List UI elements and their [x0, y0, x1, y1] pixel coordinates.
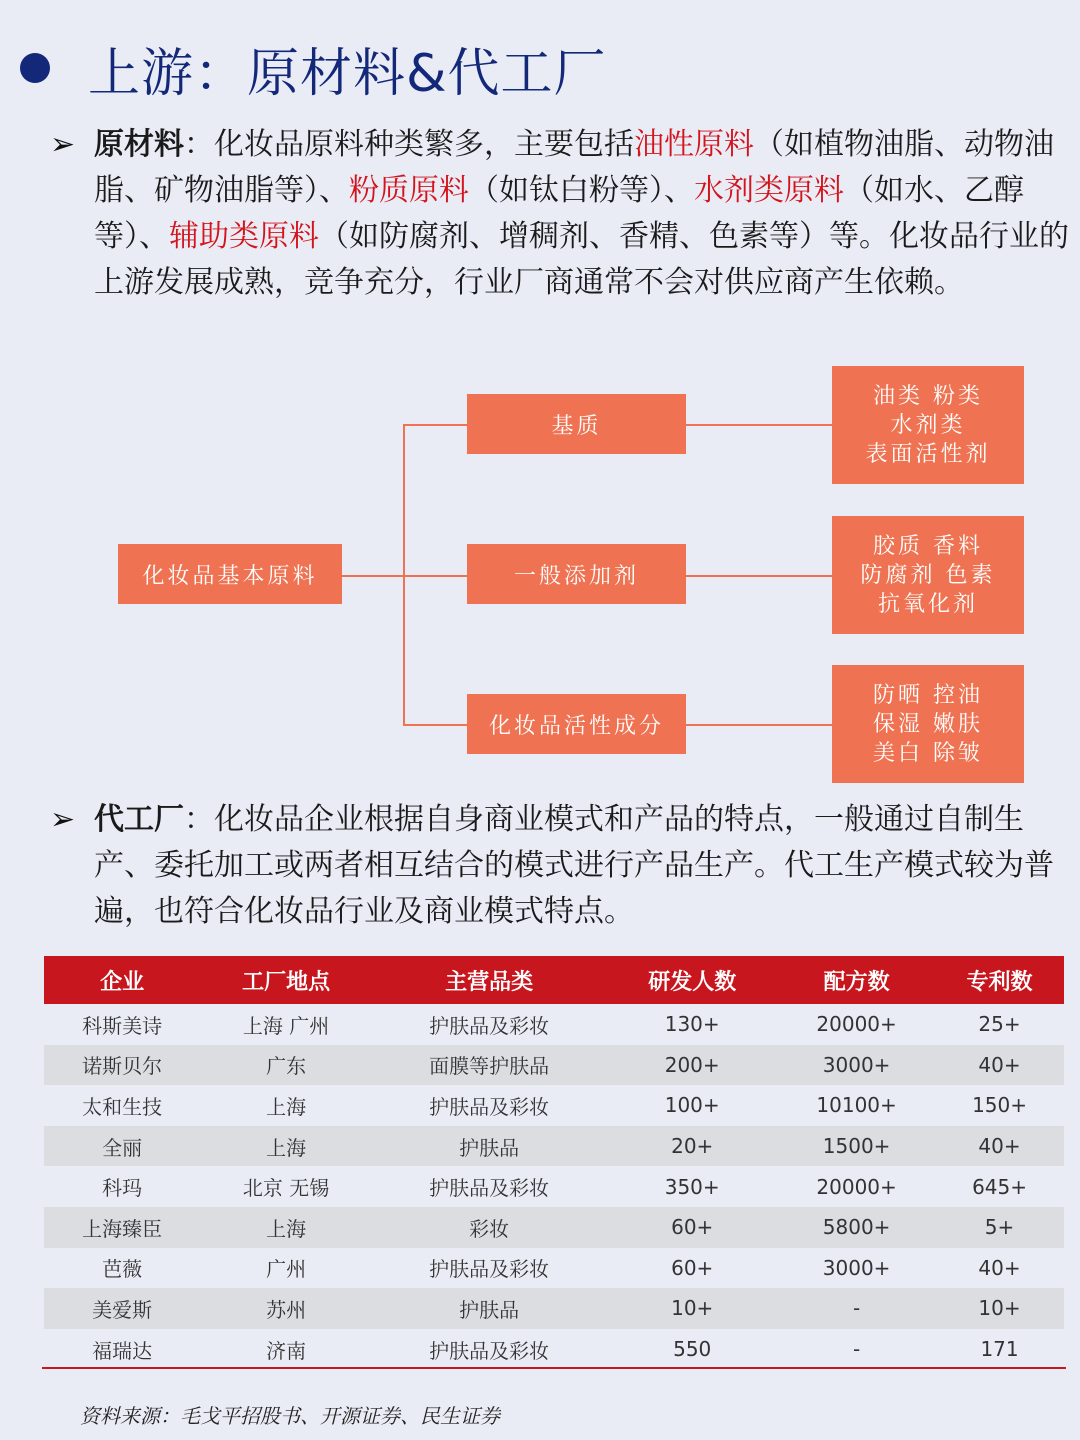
text-segment: （如钛白粉等）、	[469, 173, 694, 208]
source-note: 资料来源：毛戈平招股书、开源证券、民生证券	[80, 1404, 500, 1428]
table-cell: 护肤品	[372, 1288, 606, 1329]
table-cell: 科玛	[102, 1176, 143, 1201]
col-header: 主营品类	[372, 956, 606, 1004]
table-cell: -	[778, 1288, 935, 1329]
table-cell: 100+	[664, 1093, 720, 1118]
col-header: 专利数	[935, 956, 1064, 1004]
colon: ：	[184, 802, 214, 837]
table-cell: 60+	[606, 1207, 778, 1248]
oem-table	[44, 956, 1064, 1369]
leaf-line: 表面活性剂	[865, 441, 991, 467]
table-cell: 苏州	[200, 1288, 372, 1329]
leaf-base	[832, 366, 1024, 484]
arrow-bullet-icon: ➢	[50, 127, 76, 162]
table-cell: 5+	[935, 1207, 1064, 1248]
text-segment: （如水、乙醇等）、	[94, 173, 1024, 254]
table-row	[44, 1329, 1064, 1370]
raw-materials-paragraph	[50, 122, 1070, 306]
leaf-line: 水剂类	[890, 412, 966, 438]
table-cell: 广东	[200, 1045, 372, 1086]
table-cell: 全丽	[44, 1126, 200, 1167]
highlight-auxiliary: 辅助类原料	[169, 219, 319, 254]
table-cell: 彩妆	[372, 1207, 606, 1248]
raw-material-diagram	[0, 360, 1080, 790]
page-title: 上游：原材料&代工厂	[88, 43, 607, 104]
text-segment: （如植物油脂、动物油脂、矿物油脂等）、	[94, 127, 1054, 208]
table-header-row	[44, 956, 1064, 1004]
table-cell: 60+	[671, 1255, 714, 1280]
connector-line	[403, 575, 467, 577]
table-cell: 上海臻臣	[44, 1207, 200, 1248]
connector-line	[686, 724, 832, 726]
table-cell: 150+	[972, 1093, 1027, 1118]
table-cell: 科斯美诗	[82, 1013, 163, 1038]
root-node: 化妆品基本原料	[118, 544, 342, 604]
highlight-oil: 油性原料	[634, 127, 754, 162]
table-cell: 上海	[266, 1094, 307, 1119]
table-cell: 护肤品及彩妆	[429, 1013, 550, 1038]
node-base: 基质	[467, 394, 686, 454]
table-cell: 上海 广州	[242, 1013, 330, 1038]
col-header: 工厂地点	[200, 956, 372, 1004]
oem-paragraph	[50, 797, 1070, 935]
arrow-bullet-icon: ➢	[50, 802, 76, 837]
table-cell: 550	[673, 1337, 712, 1362]
table-bottom-rule	[42, 1367, 1066, 1369]
table-cell: 太和生技	[82, 1094, 163, 1119]
table-row	[44, 1126, 1064, 1167]
table-cell: 北京 无锡	[242, 1176, 330, 1201]
table-cell: 广州	[266, 1257, 307, 1282]
node-additive: 一般添加剂	[467, 544, 686, 604]
table-cell: 3000+	[778, 1045, 935, 1086]
table-cell: 护肤品及彩妆	[429, 1094, 550, 1119]
col-header: 企业	[44, 956, 200, 1004]
table-cell: 护肤品及彩妆	[429, 1257, 550, 1282]
table-cell: 350+	[664, 1174, 720, 1199]
table-cell: 10+	[935, 1288, 1064, 1329]
connector-line	[342, 575, 404, 577]
bullet-dot-icon	[20, 53, 50, 83]
table-cell: 1500+	[778, 1126, 935, 1167]
table-cell: 面膜等护肤品	[372, 1045, 606, 1086]
connector-line	[686, 424, 832, 426]
text-segment: 化妆品原料种类繁多，主要包括	[214, 127, 634, 162]
col-header: 配方数	[778, 956, 935, 1004]
leaf-additive	[832, 516, 1024, 634]
table-row	[44, 1288, 1064, 1329]
table-cell: 130+	[664, 1012, 720, 1037]
leaf-line: 美白 除皱	[873, 740, 983, 766]
table-cell: 美爱斯	[44, 1288, 200, 1329]
table-row	[44, 1248, 1064, 1289]
table-cell: 20000+	[816, 1012, 897, 1037]
table-row	[44, 1004, 1064, 1045]
table-cell: 645+	[972, 1174, 1027, 1199]
leaf-line: 胶质 香料	[873, 533, 983, 559]
table-cell: 济南	[266, 1338, 307, 1363]
table-cell: 20+	[606, 1126, 778, 1167]
connector-line	[403, 424, 467, 426]
oem-heading: 代工厂	[94, 802, 184, 837]
leaf-line: 油类 粉类	[873, 383, 983, 409]
raw-materials-heading: 原材料	[94, 127, 184, 162]
table-cell: 40+	[978, 1255, 1021, 1280]
table-cell: 福瑞达	[92, 1338, 153, 1363]
table-cell: 10100+	[816, 1093, 897, 1118]
table-cell: 40+	[935, 1126, 1064, 1167]
table-row	[44, 1166, 1064, 1207]
leaf-line: 保湿 嫩肤	[873, 711, 983, 737]
connector-line	[403, 724, 467, 726]
table-cell: 25+	[978, 1012, 1021, 1037]
table-cell: 5800+	[778, 1207, 935, 1248]
table-row	[44, 1207, 1064, 1248]
text-segment: 化妆品企业根据自身商业模式和产品的特点，一般通过自制生产、委托加工或两者相互结合的模式进行产品生产。代工生产模式较为普遍，也符合化妆品行业及商业模式特点。	[94, 802, 1054, 929]
table-row	[44, 1045, 1064, 1086]
table-cell: 3000+	[822, 1255, 891, 1280]
leaf-active	[832, 665, 1024, 783]
colon: ：	[184, 127, 214, 162]
table-cell: 10+	[606, 1288, 778, 1329]
table-cell: 诺斯贝尔	[44, 1045, 200, 1086]
node-active: 化妆品活性成分	[467, 694, 686, 754]
table-cell: 200+	[606, 1045, 778, 1086]
highlight-powder: 粉质原料	[349, 173, 469, 208]
col-header: 研发人数	[606, 956, 778, 1004]
table-cell: -	[852, 1337, 861, 1362]
connector-line	[686, 575, 832, 577]
table-cell: 护肤品及彩妆	[429, 1176, 550, 1201]
leaf-line: 抗氧化剂	[877, 591, 978, 617]
highlight-water: 水剂类原料	[694, 173, 844, 208]
leaf-line: 防晒 控油	[873, 682, 983, 708]
table-cell: 20000+	[816, 1174, 897, 1199]
table-cell: 护肤品	[372, 1126, 606, 1167]
table-cell: 171	[980, 1337, 1019, 1362]
table-cell: 芭薇	[102, 1257, 143, 1282]
table-cell: 护肤品及彩妆	[429, 1338, 550, 1363]
text-segment: （如防腐剂、增稠剂、香精、色素等）等。化妆品行业的上游发展成熟，竞争充分，行业厂商通常不会对供应商产生依赖。	[94, 219, 1069, 300]
table-cell: 40+	[935, 1045, 1064, 1086]
leaf-line: 防腐剂 色素	[860, 562, 996, 588]
table-cell: 上海	[200, 1207, 372, 1248]
title-row	[20, 30, 607, 106]
table-cell: 上海	[200, 1126, 372, 1167]
table-row	[44, 1085, 1064, 1126]
